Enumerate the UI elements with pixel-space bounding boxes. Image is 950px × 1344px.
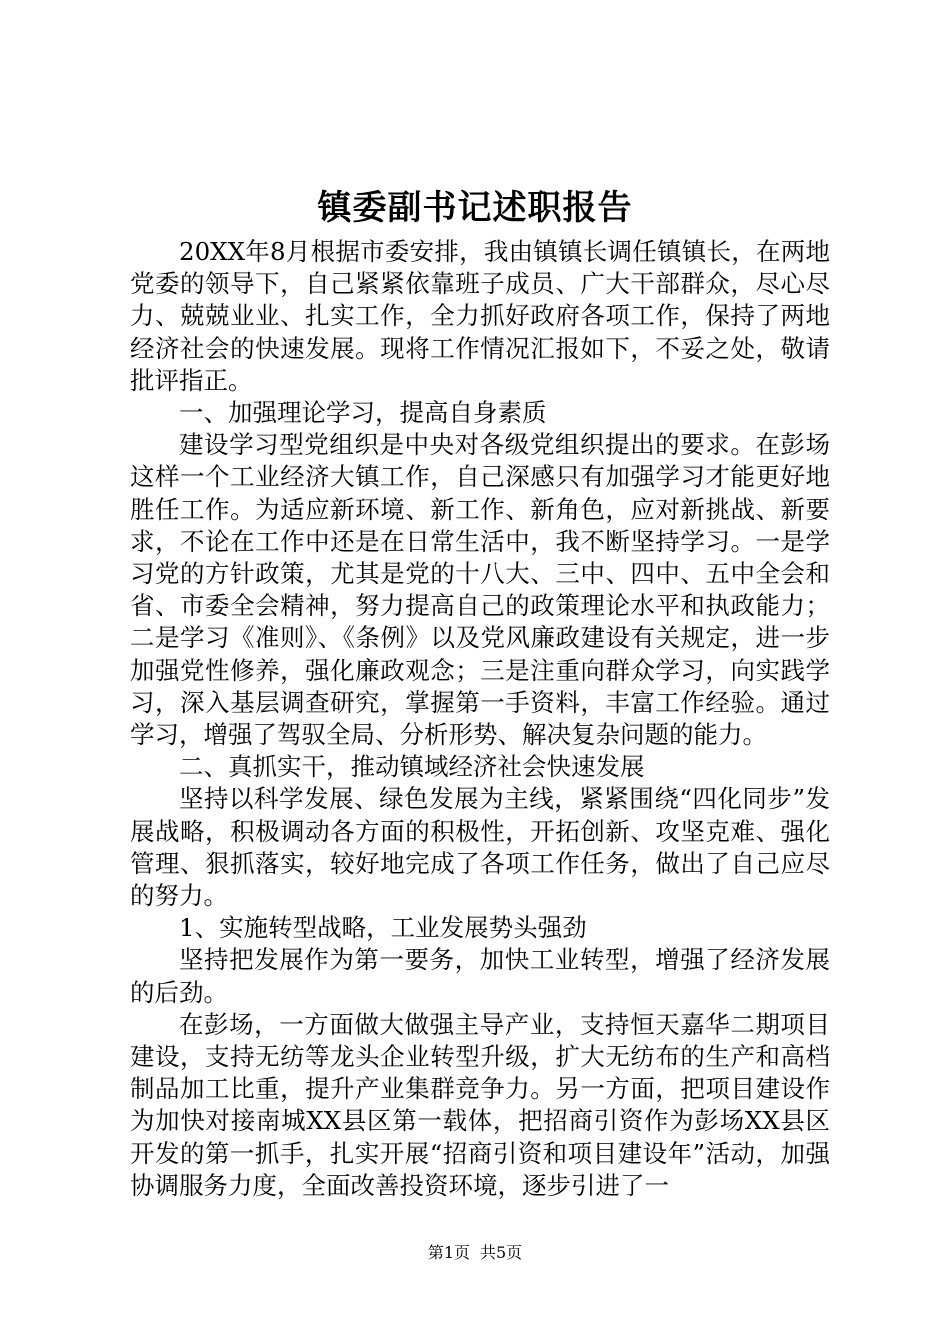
section-2-paragraph: 坚持以科学发展、绿色发展为主线，紧紧围绕“四化同步”发展战略，积极调动各方面的积极性，开拓创新、攻坚克难、强化管理、狠抓落实，较好地完成了各项工作任务，做出了自己应尽的努力。 — [130, 784, 830, 911]
page-number: 第1页 — [427, 1243, 470, 1262]
subsection-1-paragraph-1: 坚持把发展作为第一要务，加快工业转型，增强了经济发展的后劲。 — [130, 945, 830, 1007]
document-body — [130, 236, 830, 1202]
page-footer — [0, 1241, 950, 1265]
document-title: 镇委副书记述职报告 — [317, 188, 633, 228]
page-total: 共5页 — [480, 1243, 523, 1262]
section-1-paragraph: 建设学习型党组织是中央对各级党组织提出的要求。在彭场这样一个工业经济大镇工作，自己深感只有加强学习才能更好地胜任工作。为适应新环境、新工作、新角色，应对新挑战、新要求，不论在工作中还是在日常生活中，我不断坚持学习。一是学习党的方针政策，尤其是党的十八大、三中、四中、五中全会和省、市委全会精神，努力提高自己的政策理论水平和执政能力；二是学习《准则》、《条例》以及党风廉政建设有关规定，进一步加强党性修养，强化廉政观念；三是注重向群众学习，向实践学习，深入基层调查研究，掌握第一手资料，丰富工作经验。通过学习，增强了驾驭全局、分析形势、解决复杂问题的能力。 — [130, 430, 830, 750]
intro-paragraph: 20XX年8月根据市委安排，我由镇镇长调任镇镇长，在两地党委的领导下，自己紧紧依靠班子成员、广大干部群众，尽心尽力、兢兢业业、扎实工作，全力抓好政府各项工作，保持了两地经济社会的快速发展。现将工作情况汇报如下，不妥之处，敬请批评指正。 — [130, 237, 830, 395]
subsection-1-paragraph-2: 在彭场，一方面做大做强主导产业，支持恒天嘉华二期项目建设，支持无纺等龙头企业转型升级，扩大无纺布的生产和高档制品加工比重，提升产业集群竞争力。另一方面，把项目建设作为加快对接南城XX县区第一载体，把招商引资作为彭场XX县区开发的第一抓手，扎实开展“招商引资和项目建设年”活动，加强协调服务力度，全面改善投资环境，逐步引进了一 — [130, 1009, 830, 1200]
section-heading-1: 一、加强理论学习，提高自身素质 — [179, 398, 547, 428]
subsection-heading-1: 1、实施转型战略，工业发展势头强劲 — [179, 913, 587, 943]
section-heading-2: 二、真抓实干，推动镇域经济社会快速发展 — [179, 752, 645, 782]
